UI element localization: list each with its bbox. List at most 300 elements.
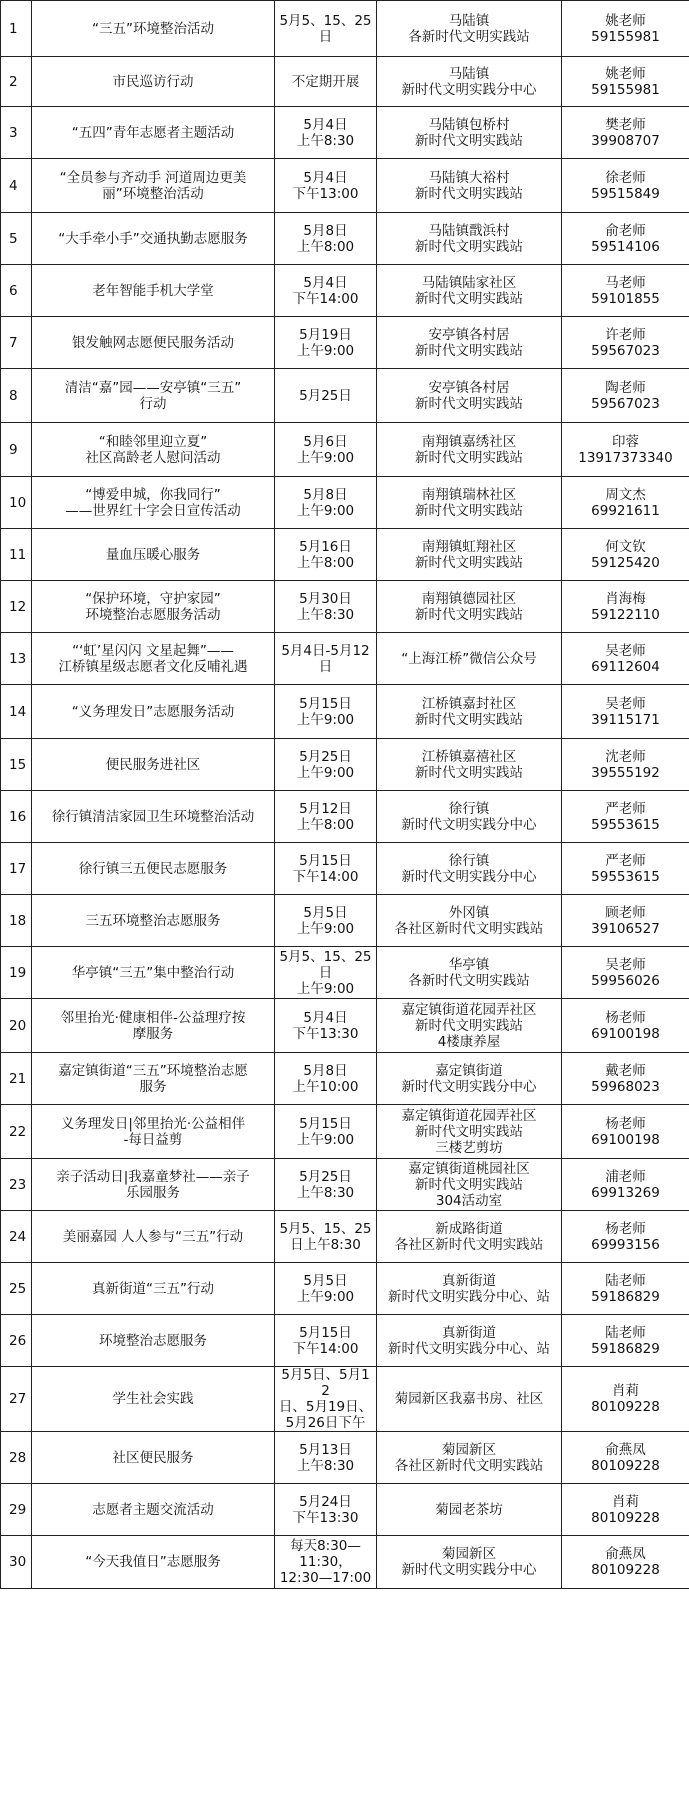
cell-line: 5月12日: [299, 800, 352, 817]
cell-number: 4: [1, 159, 32, 213]
cell-line: 新时代文明实践分中心: [401, 816, 537, 833]
cell-line: 严老师: [605, 800, 646, 817]
cell-location: [377, 1, 562, 57]
cell-line: 新时代文明实践分中心、站: [388, 1288, 550, 1305]
cell-line: “大手牵小手”交通执勤志愿服务: [58, 230, 248, 247]
cell-activity-name: [32, 1105, 275, 1159]
cell-line: 马陆镇: [448, 12, 490, 29]
cell-location: [377, 895, 562, 947]
cell-line: 5月15日: [299, 1115, 352, 1132]
cell-activity-name: [32, 529, 275, 581]
cell-line: 俞老师: [605, 222, 646, 239]
cell-contact: [562, 1053, 689, 1105]
cell-line: 上午9:00: [296, 1131, 355, 1148]
table-row: [1, 265, 689, 317]
cell-line: 三楼艺剪坊: [435, 1139, 503, 1156]
cell-line: 上午9:00: [296, 502, 355, 519]
cell-line: 5月5日: [303, 904, 348, 921]
cell-line: 69100198: [591, 1025, 660, 1042]
cell-line: 5月15日: [299, 852, 352, 869]
cell-line: 浦老师: [605, 1168, 646, 1185]
table-row: [1, 213, 689, 265]
cell-line: 丽”环境整治活动: [102, 185, 204, 202]
cell-number: 8: [1, 369, 32, 423]
cell-line: “上海江桥”微信公众号: [401, 650, 537, 667]
cell-time: [275, 1263, 377, 1315]
cell-line: 马陆镇: [448, 65, 490, 82]
cell-number: 6: [1, 265, 32, 317]
cell-line: ——世界红十字会日宣传活动: [65, 502, 241, 519]
cell-line: 5月15日: [299, 1324, 352, 1341]
cell-line: 俞燕凤: [605, 1546, 646, 1562]
cell-line: 菊园老茶坊: [435, 1501, 503, 1518]
table-row: [1, 685, 689, 739]
cell-line: 上午8:00: [296, 554, 355, 571]
cell-line: 嘉定镇街道花园弄社区: [401, 1107, 537, 1124]
cell-line: 日: [318, 658, 333, 675]
cell-line: 59155981: [591, 81, 660, 98]
cell-number: 15: [1, 739, 32, 791]
cell-number: 1: [1, 1, 32, 57]
cell-line: 59155981: [591, 28, 660, 45]
cell-line: 印蓉: [612, 433, 639, 450]
cell-contact: [562, 1536, 689, 1589]
cell-line: 上午9:00: [296, 342, 355, 359]
table-row: [1, 999, 689, 1053]
cell-line: 59956026: [591, 972, 660, 989]
cell-location: [377, 107, 562, 159]
cell-line: 马陆镇陆家社区: [421, 274, 517, 291]
cell-number: 19: [1, 947, 32, 999]
table-row: [1, 529, 689, 581]
cell-contact: [562, 947, 689, 999]
cell-line: 樊老师: [605, 116, 646, 133]
cell-line: 新时代文明实践站: [415, 1176, 523, 1193]
cell-time: [275, 685, 377, 739]
cell-line: 江桥镇嘉禧社区: [421, 748, 517, 765]
cell-line: 5月19日: [299, 326, 352, 343]
cell-line: 5月8日: [303, 222, 348, 239]
cell-location: [377, 633, 562, 685]
table-row: [1, 947, 689, 999]
cell-time: [275, 1, 377, 57]
cell-time: [275, 107, 377, 159]
cell-activity-name: [32, 1211, 275, 1263]
cell-time: [275, 423, 377, 477]
cell-line: 下午14:00: [292, 868, 359, 885]
cell-line: 日: [318, 28, 333, 45]
cell-line: 姚老师: [605, 65, 646, 82]
table-row: [1, 739, 689, 791]
cell-line: 姚老师: [605, 12, 646, 29]
cell-line: 59553615: [591, 816, 660, 833]
cell-line: 社区高龄老人慰问活动: [85, 449, 221, 466]
cell-line: 真新街道: [442, 1272, 496, 1289]
cell-activity-name: [32, 1053, 275, 1105]
cell-line: 59968023: [591, 1078, 660, 1095]
cell-contact: [562, 1484, 689, 1536]
cell-time: [275, 895, 377, 947]
cell-time: [275, 1211, 377, 1263]
cell-location: [377, 1432, 562, 1484]
cell-location: [377, 1484, 562, 1536]
cell-line: 5月4日: [303, 1009, 348, 1026]
cell-time: [275, 1432, 377, 1484]
cell-line: 顾老师: [605, 904, 646, 921]
cell-line: 亲子活动日|我嘉童梦社——亲子: [56, 1168, 250, 1185]
cell-activity-name: [32, 317, 275, 369]
cell-line: 各社区新时代文明实践站: [394, 1457, 544, 1474]
cell-time: [275, 265, 377, 317]
cell-time: [275, 369, 377, 423]
cell-line: 江桥镇星级志愿者文化反哺礼遇: [58, 658, 248, 675]
cell-contact: [562, 999, 689, 1053]
cell-line: 陆老师: [605, 1324, 646, 1341]
cell-number: 7: [1, 317, 32, 369]
cell-line: 马陆镇戬浜村: [428, 222, 510, 239]
table-row: [1, 159, 689, 213]
cell-number: 11: [1, 529, 32, 581]
cell-activity-name: [32, 895, 275, 947]
table-row: [1, 1053, 689, 1105]
cell-location: [377, 57, 562, 107]
cell-line: 5月5日: [303, 1272, 348, 1289]
table-row: [1, 1432, 689, 1484]
cell-line: “今天我值日”志愿服务: [85, 1554, 221, 1570]
cell-line: 老年智能手机大学堂: [92, 282, 214, 299]
cell-line: 徐行镇: [448, 852, 490, 869]
cell-line: 11:30，: [299, 1554, 352, 1570]
cell-line: 上午8:30: [296, 606, 355, 623]
cell-line: 59567023: [591, 395, 660, 412]
cell-line: 杨老师: [605, 1115, 646, 1132]
cell-line: 华亭镇: [448, 956, 490, 973]
cell-line: 新时代文明实践分中心: [401, 868, 537, 885]
cell-line: 各新时代文明实践站: [408, 972, 530, 989]
cell-contact: [562, 529, 689, 581]
cell-line: 马老师: [605, 274, 646, 291]
cell-time: [275, 477, 377, 529]
cell-line: 美丽嘉园 人人参与“三五”行动: [62, 1228, 244, 1245]
cell-line: 上午8:30: [296, 1457, 355, 1474]
cell-time: [275, 1159, 377, 1211]
cell-line: 吴老师: [605, 956, 646, 973]
cell-line: 5月4日-5月12: [281, 642, 370, 659]
cell-line: 新时代文明实践站: [415, 764, 523, 781]
cell-number: 22: [1, 1105, 32, 1159]
cell-line: 志愿者主题交流活动: [92, 1501, 214, 1518]
cell-line: 5月8日: [303, 486, 348, 503]
cell-contact: [562, 1315, 689, 1367]
cell-line: 日: [318, 964, 333, 981]
cell-line: 周文杰: [605, 486, 646, 503]
cell-line: 乐园服务: [126, 1184, 180, 1201]
cell-line: 杨老师: [605, 1220, 646, 1237]
table-row: [1, 107, 689, 159]
cell-contact: [562, 685, 689, 739]
cell-activity-name: [32, 1, 275, 57]
cell-line: 5月8日: [303, 1062, 348, 1079]
cell-line: 嘉定镇街道桃园社区: [408, 1160, 530, 1177]
cell-line: 陶老师: [605, 379, 646, 396]
cell-line: 吴老师: [605, 642, 646, 659]
table-row: [1, 1484, 689, 1536]
cell-contact: [562, 791, 689, 843]
cell-line: -每日益剪: [123, 1131, 183, 1148]
cell-number: 20: [1, 999, 32, 1053]
cell-line: 新时代文明实践站: [415, 554, 523, 571]
cell-location: [377, 369, 562, 423]
cell-line: 下午14:00: [292, 290, 359, 307]
cell-activity-name: [32, 999, 275, 1053]
cell-contact: [562, 843, 689, 895]
cell-activity-name: [32, 57, 275, 107]
cell-contact: [562, 369, 689, 423]
cell-line: 新时代文明实践分中心、站: [388, 1340, 550, 1357]
cell-line: 新时代文明实践站: [415, 502, 523, 519]
cell-line: 江桥镇嘉封社区: [421, 695, 517, 712]
cell-time: [275, 1484, 377, 1536]
cell-time: [275, 317, 377, 369]
cell-line: 5月5、15、25: [279, 948, 372, 965]
cell-line: “三五”环境整治活动: [92, 20, 214, 37]
cell-line: 5月5、15、25: [279, 1220, 372, 1237]
cell-line: 马陆镇包桥村: [428, 116, 510, 133]
cell-line: 新时代文明实践站: [415, 132, 523, 149]
cell-line: 69993156: [591, 1236, 660, 1253]
table-row: [1, 1105, 689, 1159]
cell-line: 80109228: [591, 1509, 660, 1526]
cell-line: 5月16日: [299, 538, 352, 555]
cell-line: 严老师: [605, 852, 646, 869]
cell-line: 新时代文明实践分中心: [401, 81, 537, 98]
cell-time: [275, 791, 377, 843]
table-row: [1, 633, 689, 685]
cell-location: [377, 1211, 562, 1263]
cell-line: 新时代文明实践站: [415, 606, 523, 623]
cell-number: 27: [1, 1367, 32, 1432]
cell-line: 59125420: [591, 554, 660, 571]
cell-time: [275, 1536, 377, 1589]
cell-line: 戴老师: [605, 1062, 646, 1079]
table-row: [1, 843, 689, 895]
cell-number: 17: [1, 843, 32, 895]
cell-contact: [562, 895, 689, 947]
cell-line: 5月4日: [303, 116, 348, 133]
cell-line: 新时代文明实践站: [415, 711, 523, 728]
cell-line: 304活动室: [435, 1192, 503, 1209]
cell-line: 新时代文明实践站: [415, 395, 523, 412]
cell-line: 新时代文明实践站: [415, 342, 523, 359]
cell-line: 5月24日: [299, 1493, 352, 1510]
cell-contact: [562, 1, 689, 57]
cell-line: 嘉定镇街道“三五”环境整治志愿: [58, 1062, 248, 1079]
cell-line: 许老师: [605, 326, 646, 343]
table-row: [1, 895, 689, 947]
cell-line: 徐行镇清洁家园卫生环境整治活动: [51, 808, 255, 825]
cell-line: 上午8:30: [296, 132, 355, 149]
table-row: [1, 423, 689, 477]
cell-line: 新时代文明实践站: [415, 1017, 523, 1034]
cell-number: 13: [1, 633, 32, 685]
cell-line: 俞燕凤: [605, 1441, 646, 1458]
cell-time: [275, 529, 377, 581]
cell-activity-name: [32, 1432, 275, 1484]
cell-number: 28: [1, 1432, 32, 1484]
cell-line: “‘虹’星闪闪 文星起舞”——: [72, 642, 234, 659]
cell-activity-name: [32, 159, 275, 213]
cell-line: 徐老师: [605, 169, 646, 186]
cell-line: 肖莉: [612, 1383, 639, 1399]
table-row: [1, 1536, 689, 1589]
table-row: [1, 1263, 689, 1315]
cell-line: 下午13:30: [292, 1509, 359, 1526]
cell-contact: [562, 1159, 689, 1211]
cell-activity-name: [32, 213, 275, 265]
cell-line: 新时代文明实践分中心: [401, 1562, 537, 1578]
cell-line: 服务: [139, 1078, 167, 1095]
cell-line: 行动: [139, 395, 167, 412]
cell-time: [275, 843, 377, 895]
cell-line: 新成路街道: [435, 1220, 503, 1237]
cell-line: 上午8:30: [296, 1184, 355, 1201]
cell-line: 39908707: [591, 132, 660, 149]
cell-line: 5月5、15、25: [279, 12, 372, 29]
cell-line: 新时代文明实践站: [415, 185, 523, 202]
cell-time: [275, 1367, 377, 1432]
cell-contact: [562, 633, 689, 685]
cell-line: 新时代文明实践站: [415, 290, 523, 307]
cell-contact: [562, 423, 689, 477]
cell-line: 上午9:00: [296, 920, 355, 937]
cell-contact: [562, 1105, 689, 1159]
cell-activity-name: [32, 1367, 275, 1432]
cell-activity-name: [32, 1536, 275, 1589]
cell-line: 上午9:00: [296, 1288, 355, 1305]
cell-number: 23: [1, 1159, 32, 1211]
cell-line: 新时代文明实践站: [415, 238, 523, 255]
cell-line: “五四”青年志愿者主题活动: [71, 124, 235, 141]
cell-location: [377, 685, 562, 739]
cell-line: 量血压暖心服务: [105, 546, 201, 563]
cell-time: [275, 213, 377, 265]
cell-line: 上午10:00: [292, 1078, 359, 1095]
cell-contact: [562, 1432, 689, 1484]
cell-location: [377, 1053, 562, 1105]
cell-line: 上午8:00: [296, 238, 355, 255]
cell-number: 21: [1, 1053, 32, 1105]
cell-line: 4楼康养屋: [437, 1033, 501, 1050]
cell-line: 陆老师: [605, 1272, 646, 1289]
cell-line: 39115171: [591, 711, 660, 728]
cell-line: 华亭镇“三五”集中整治行动: [71, 964, 235, 981]
cell-line: 各社区新时代文明实践站: [394, 1236, 544, 1253]
cell-activity-name: [32, 947, 275, 999]
cell-location: [377, 1105, 562, 1159]
cell-line: 上午9:00: [296, 449, 355, 466]
cell-time: [275, 633, 377, 685]
cell-line: 5月4日: [303, 169, 348, 186]
cell-location: [377, 739, 562, 791]
cell-line: “全员参与齐动手 河道周边更美: [59, 169, 247, 186]
cell-line: 嘉定镇街道: [435, 1062, 503, 1079]
cell-line: 69913269: [591, 1184, 660, 1201]
cell-line: 摩服务: [132, 1025, 174, 1042]
cell-line: 便民服务进社区: [105, 756, 201, 773]
cell-line: “博爱申城，你我同行”: [85, 486, 221, 503]
cell-line: 39555192: [591, 764, 660, 781]
cell-line: 80109228: [591, 1562, 660, 1578]
table-row: [1, 1, 689, 57]
cell-number: 3: [1, 107, 32, 159]
cell-contact: [562, 265, 689, 317]
cell-line: 5月15日: [299, 695, 352, 712]
cell-line: 69100198: [591, 1131, 660, 1148]
cell-line: 市民巡访行动: [112, 73, 194, 90]
cell-line: 69112604: [591, 658, 660, 675]
cell-location: [377, 159, 562, 213]
cell-contact: [562, 1367, 689, 1432]
cell-time: [275, 57, 377, 107]
cell-number: 24: [1, 1211, 32, 1263]
cell-line: 5月4日: [303, 274, 348, 291]
cell-line: 徐行镇: [448, 800, 490, 817]
cell-line: 每天8:30—: [290, 1538, 361, 1554]
cell-location: [377, 317, 562, 369]
cell-location: [377, 265, 562, 317]
cell-number: 12: [1, 581, 32, 633]
cell-line: 菊园新区: [442, 1441, 496, 1458]
cell-time: [275, 1105, 377, 1159]
cell-line: 南翔镇瑞林社区: [421, 486, 517, 503]
cell-line: 义务理发日|邻里抬光·公益相伴: [60, 1115, 246, 1132]
cell-line: 社区便民服务: [112, 1449, 194, 1466]
cell-line: 39106527: [591, 920, 660, 937]
cell-line: 5月5日、5月12: [281, 1367, 370, 1399]
cell-number: 9: [1, 423, 32, 477]
cell-line: 南翔镇虹翔社区: [421, 538, 517, 555]
cell-location: [377, 999, 562, 1053]
cell-location: [377, 1536, 562, 1589]
cell-line: 5月6日: [303, 433, 348, 450]
cell-line: 59186829: [591, 1288, 660, 1305]
cell-line: 南翔镇德园社区: [421, 590, 517, 607]
cell-time: [275, 581, 377, 633]
table-row: [1, 317, 689, 369]
cell-location: [377, 1315, 562, 1367]
cell-line: 69921611: [591, 502, 660, 519]
cell-line: 邻里抬光·健康相伴-公益理疗按: [60, 1009, 246, 1026]
cell-line: 5月25日: [299, 1168, 352, 1185]
cell-line: 马陆镇大裕村: [428, 169, 510, 186]
cell-line: 学生社会实践: [112, 1391, 194, 1407]
cell-contact: [562, 739, 689, 791]
cell-location: [377, 581, 562, 633]
cell-contact: [562, 107, 689, 159]
cell-time: [275, 999, 377, 1053]
cell-line: 安亭镇各村居: [428, 379, 510, 396]
cell-location: [377, 1263, 562, 1315]
cell-number: 5: [1, 213, 32, 265]
cell-activity-name: [32, 369, 275, 423]
cell-line: 真新街道: [442, 1324, 496, 1341]
cell-line: “和睦邻里迎立夏”: [98, 433, 208, 450]
cell-contact: [562, 159, 689, 213]
cell-line: 59514106: [591, 238, 660, 255]
cell-time: [275, 1315, 377, 1367]
cell-line: “义务理发日”志愿服务活动: [71, 703, 235, 720]
cell-contact: [562, 317, 689, 369]
